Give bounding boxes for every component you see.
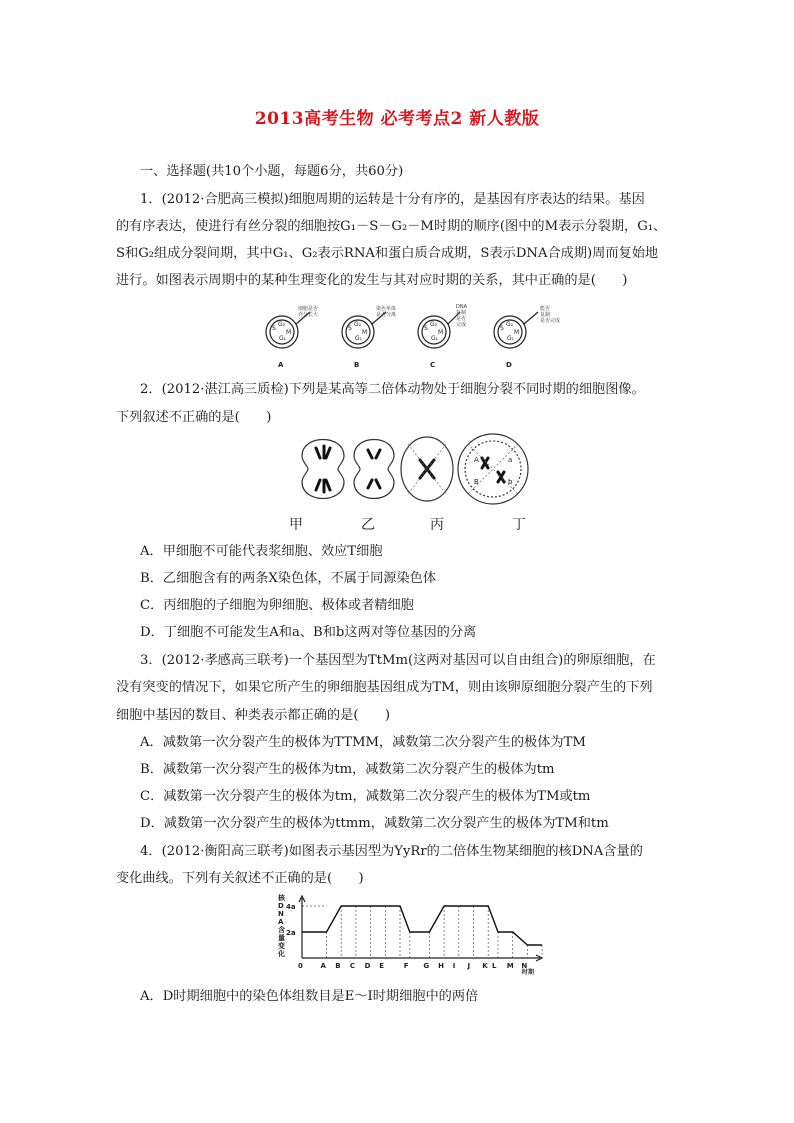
- dna-series-line: [302, 906, 542, 945]
- svg-text:S: S: [348, 325, 352, 332]
- q4-line-1: 4．(2012·衡阳高三联考)如图表示基因型为YyRr的二倍体生物某细胞的核DNA含量的: [140, 844, 643, 859]
- svg-text:M: M: [438, 329, 444, 336]
- svg-text:G₁: G₁: [431, 335, 439, 342]
- gene-label-a-lower: a: [508, 456, 513, 464]
- q3-option-c: C．减数第一次分裂产生的极体为tm，减数第二次分裂产生的极体为TM或tm: [140, 789, 591, 804]
- note-d-2: 复制: [540, 312, 551, 318]
- origin-label: 0: [298, 962, 303, 970]
- svg-text:G₂: G₂: [506, 321, 514, 328]
- cell-label-bing: 丙: [430, 517, 444, 533]
- fig-label-a: A: [278, 361, 284, 369]
- x-tick-label: I: [452, 962, 456, 970]
- q2-option-d: D．丁细胞不可能发生A和a、B和b这两对等位基因的分离: [140, 625, 477, 640]
- note-c-4: 完成: [456, 322, 467, 328]
- svg-text:G₁: G₁: [355, 335, 363, 342]
- x-tick-label: C: [349, 962, 356, 970]
- q2-option-b: B．乙细胞含有的两条X染色体，不属于同源染色体: [140, 571, 437, 586]
- note-d-1: 能否: [540, 306, 551, 312]
- phase-m-label: M: [286, 329, 292, 336]
- note-c-3: 是否: [456, 316, 467, 322]
- dna-content-chart: [268, 894, 550, 978]
- svg-text:M: M: [362, 329, 368, 336]
- gene-label-b-upper: B: [474, 478, 479, 486]
- cell-label-yi: 乙: [361, 517, 375, 533]
- x-tick-label: N: [521, 962, 528, 970]
- x-tick-label: E: [379, 962, 385, 970]
- note-a-1: 细胞是否: [298, 306, 319, 312]
- q1-line-1: 1．(2012·合肥高三模拟)细胞周期的运转是十分有序的，是基因有序表达的结果。基因: [140, 192, 645, 207]
- q2-option-a: A．甲细胞不可能代表浆细胞、效应T细胞: [140, 544, 383, 559]
- x-tick-label: H: [438, 962, 444, 970]
- gene-label-b-lower: b: [508, 478, 513, 486]
- phase-g2-label: G₂: [278, 321, 286, 328]
- q3-option-a: A．减数第一次分裂产生的极体为TTMM，减数第二次分裂产生的极体为TM: [140, 735, 586, 750]
- q4-line-2: 变化曲线。下列有关叙述不正确的是( ): [116, 871, 364, 886]
- q2-line-1: 2．(2012·湛江高三质检)下列是某高等二倍体动物处于细胞分裂不同时期的细胞图像。: [140, 382, 645, 397]
- fig-label-c: C: [430, 361, 436, 369]
- svg-text:S: S: [424, 325, 428, 332]
- phase-g1-label: G₁: [279, 335, 287, 342]
- q3-option-b: B．减数第一次分裂产生的极体为tm，减数第二次分裂产生的极体为tm: [140, 762, 555, 777]
- svg-text:G₂: G₂: [430, 321, 438, 328]
- x-tick-label: J: [467, 962, 471, 970]
- gene-label-a-upper: A: [474, 456, 479, 464]
- x-tick-label: A: [320, 962, 326, 970]
- cell-label-ding: 丁: [512, 517, 526, 533]
- note-c-1: DNA: [456, 304, 468, 310]
- svg-text:G₂: G₂: [354, 321, 362, 328]
- q3-line-2: 没有突变的情况下，如果它所产生的卵细胞基因组成为TM，则由该卵原细胞分裂产生的下列: [116, 680, 653, 695]
- section-heading: 一、选择题(共10个小题，每题6分，共60分): [140, 164, 404, 179]
- note-c-2: 复制: [456, 310, 467, 316]
- cell-cycle-figure: [258, 304, 568, 372]
- q1-line-3: S和G₂组成分裂间期，其中G₁、G₂表示RNA和蛋白质合成期，S表示DNA合成期)周而复始地: [116, 246, 659, 261]
- y-tick-2a: 2a: [286, 929, 296, 937]
- x-tick-label: K: [482, 962, 488, 970]
- x-tick-label: G: [423, 962, 430, 970]
- q2-option-c: C．丙细胞的子细胞为卵细胞、极体或者精细胞: [140, 598, 414, 613]
- x-tick-label: F: [403, 962, 409, 970]
- svg-text:M: M: [514, 329, 520, 336]
- cell-division-figure: [298, 432, 534, 506]
- phase-s-label: S: [272, 325, 276, 332]
- q3-option-d: D．减数第一次分裂产生的极体为ttmm，减数第二次分裂产生的极体为TM和tm: [140, 816, 609, 831]
- q4-option-a: A．D时期细胞中的染色体组数目是E～I时期细胞中的两倍: [140, 989, 479, 1004]
- svg-text:S: S: [500, 325, 504, 332]
- q3-line-1: 3．(2012·孝感高三联考)一个基因型为TtMm(这两对基因可以自由组合)的卵原细胞，在: [140, 653, 656, 668]
- y-axis-label: 核 D N A 含量变化: [278, 894, 285, 958]
- x-tick-label: B: [335, 962, 341, 970]
- q3-line-3: 细胞中基因的数目、种类表示都正确的是( ): [116, 708, 391, 723]
- note-b-2: 是否分离: [376, 312, 397, 318]
- x-tick-label: L: [492, 962, 497, 970]
- q1-line-2: 的有序表达，使进行有丝分裂的细胞按G₁－S－G₂－M时期的顺序(图中的M表示分裂期，G₁、: [116, 219, 667, 234]
- y-tick-4a: 4a: [286, 903, 296, 911]
- page-title: 2013高考生物 必考考点2 新人教版: [254, 109, 540, 129]
- note-b-1: 染色单体: [376, 306, 397, 312]
- x-axis-label: 时期: [522, 969, 535, 976]
- note-a-2: 充分长大: [298, 312, 319, 318]
- note-d-3: 是否完成: [540, 318, 561, 324]
- x-tick-label: M: [506, 962, 514, 970]
- x-tick-label: D: [364, 962, 371, 970]
- fig-label-d: D: [506, 361, 512, 369]
- svg-text:G₁: G₁: [507, 335, 515, 342]
- cell-label-jia: 甲: [289, 517, 303, 533]
- fig-label-b: B: [354, 361, 360, 369]
- q1-line-4: 进行。如图表示周期中的某种生理变化的发生与其对应时期的关系，其中正确的是( ): [116, 273, 628, 288]
- q2-line-2: 下列叙述不正确的是( ): [116, 410, 272, 425]
